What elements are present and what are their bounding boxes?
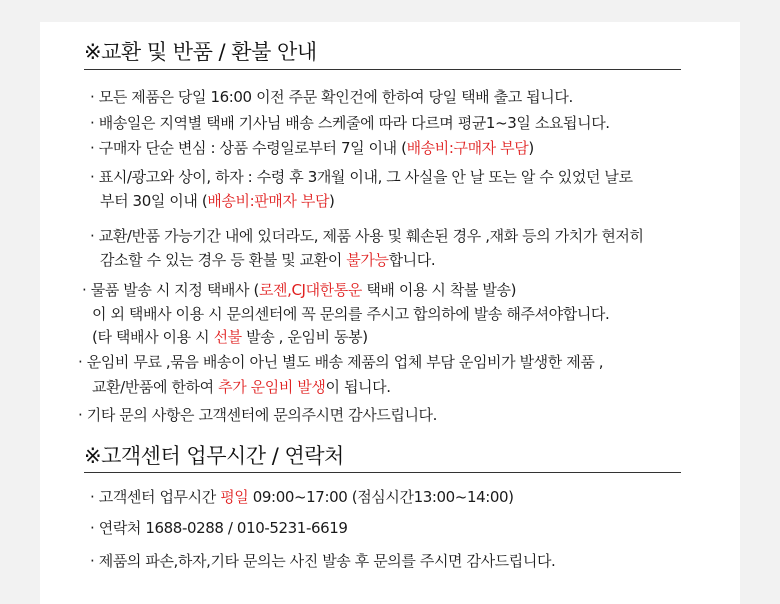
info-panel xyxy=(40,22,740,604)
buyer-pays-shipping-highlight: 배송비:구매자 부담 xyxy=(406,139,529,157)
notice-freight-line1: · 운임비 무료 ,묶음 배송이 아닌 별도 배송 제품의 업체 부담 운임비가 발생한 제품 , xyxy=(78,353,604,371)
notice-change-of-mind xyxy=(90,138,534,158)
contact-hours-text: · 고객센터 업무시간 xyxy=(90,488,221,506)
notice-no-return-line2-text: 감소할 수 있는 경우 등 환불 및 교환이 xyxy=(100,251,347,269)
not-possible-highlight: 불가능 xyxy=(346,251,389,269)
notice-courier-line3 xyxy=(92,327,368,347)
notice-no-return-line2-end: 합니다. xyxy=(388,251,436,269)
contact-section-divider xyxy=(84,472,681,473)
extra-freight-highlight: 추가 운임비 발생 xyxy=(218,378,326,396)
notice-defect-line2-close: ) xyxy=(329,192,335,210)
designated-courier-highlight: 로젠,CJ대한통운 xyxy=(258,281,362,299)
notice-no-return-line2 xyxy=(100,250,435,270)
notice-defect-line2-text: 부터 30일 이내 ( xyxy=(100,192,208,210)
notice-courier-line3-text: (타 택배사 이용 시 xyxy=(92,328,214,346)
notice-freight-line2-text: 교환/반품에 한하여 xyxy=(92,378,219,396)
contact-hours xyxy=(90,487,514,507)
notice-other-inquiries: · 기타 문의 사항은 고객센터에 문의주시면 감사드립니다. xyxy=(78,406,438,424)
notice-courier-line2: 이 외 택배사 이용 시 문의센터에 꼭 문의를 주시고 합의하에 발송 해주셔야합니다. xyxy=(92,305,610,323)
prepaid-highlight: 선불 xyxy=(213,328,242,346)
notice-courier-line1-end: 택배 이용 시 착불 발송) xyxy=(361,281,517,299)
exchange-section-title: ※교환 및 반품 / 환불 안내 xyxy=(84,40,317,64)
notice-freight-line2 xyxy=(92,377,391,397)
notice-defect-line1: · 표시/광고와 상이, 하자 : 수령 후 3개월 이내, 그 사실을 안 날 또는 알 수 있었던 날로 xyxy=(90,168,633,186)
notice-delivery-period: · 배송일은 지역별 택배 기사님 배송 스케줄에 따라 다르며 평균1~3일 소요됩니다. xyxy=(90,114,610,132)
contact-phone: · 연락처 1688-0288 / 010-5231-6619 xyxy=(90,519,348,537)
notice-courier-line1-text: · 물품 발송 시 지정 택배사 ( xyxy=(82,281,259,299)
weekday-highlight: 평일 xyxy=(220,488,249,506)
contact-damage-notice: · 제품의 파손,하자,기타 문의는 사진 발송 후 문의를 주시면 감사드립니다. xyxy=(90,552,556,570)
notice-courier-line3-end: 발송 , 운임비 동봉) xyxy=(241,328,368,346)
notice-change-of-mind-text: · 구매자 단순 변심 : 상품 수령일로부터 7일 이내 ( xyxy=(90,139,407,157)
exchange-section-divider xyxy=(84,69,681,70)
notice-no-return-line1: · 교환/반품 가능기간 내에 있더라도, 제품 사용 및 훼손된 경우 ,재화 등의 가치가 현저히 xyxy=(90,227,644,245)
contact-section-title: ※고객센터 업무시간 / 연락처 xyxy=(84,444,344,468)
notice-freight-line2-end: 이 됩니다. xyxy=(325,378,391,396)
notice-courier-line1 xyxy=(82,280,516,300)
notice-shipping-time: · 모든 제품은 당일 16:00 이전 주문 확인건에 한하여 당일 택배 출고 됩니다. xyxy=(90,88,573,106)
notice-defect-line2 xyxy=(100,191,335,211)
notice-change-of-mind-close: ) xyxy=(528,139,534,157)
contact-hours-time: 09:00~17:00 (점심시간13:00~14:00) xyxy=(248,488,514,506)
seller-pays-shipping-highlight: 배송비:판매자 부담 xyxy=(207,192,330,210)
